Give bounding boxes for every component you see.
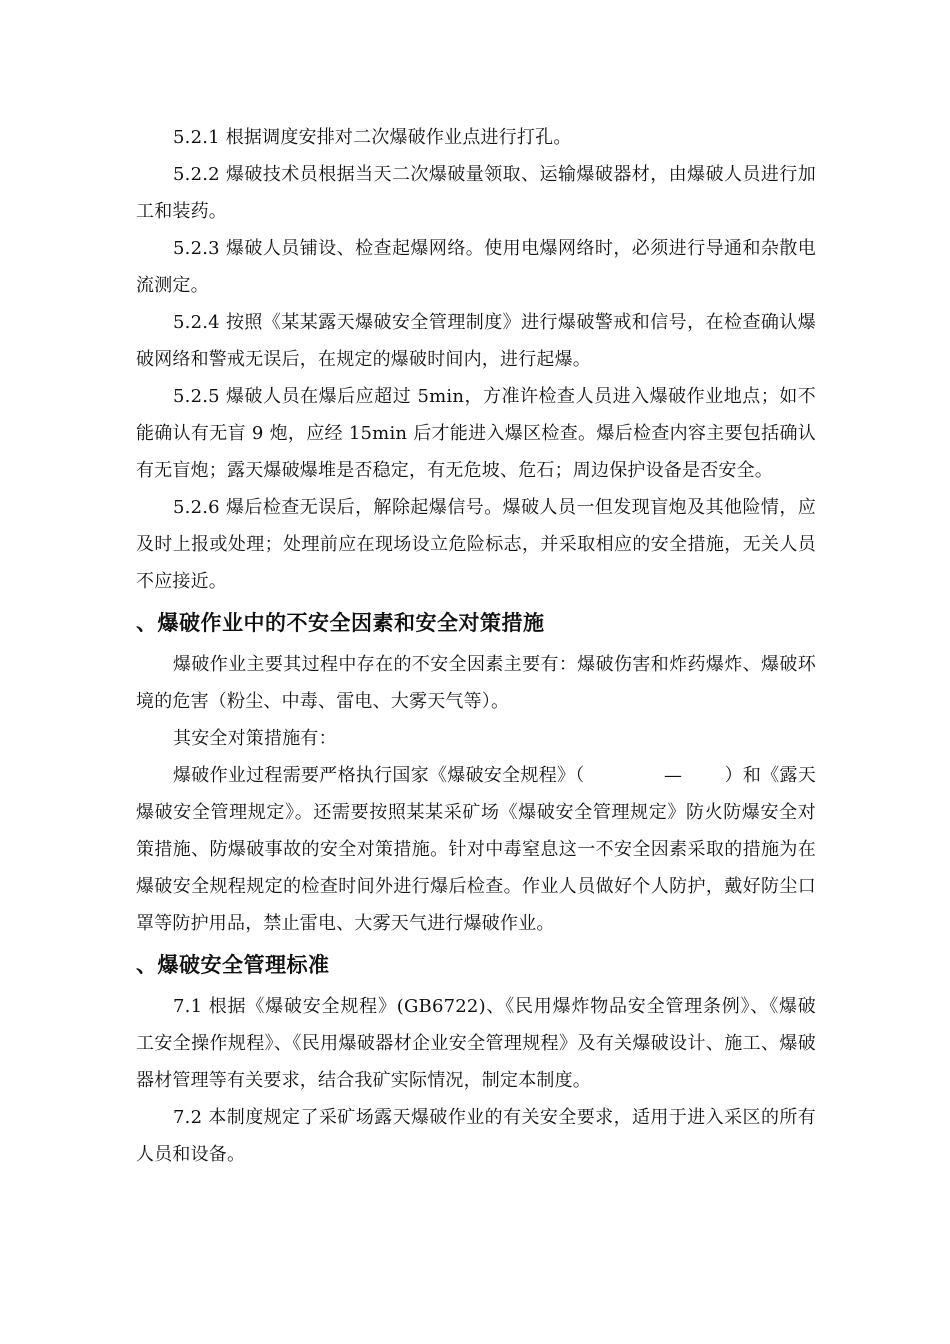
paragraph-7-1: 7.1 根据《爆破安全规程》(GB6722)、《民用爆炸物品安全管理条例》、《爆破工安全操作规程》、《民用爆破器材企业安全管理规程》及有关爆破设计、施工、爆破器材管理等有关要求，结合我矿实际情况，制定本制度。	[136, 996, 816, 1091]
section-heading-unsafe-factors: 、爆破作业中的不安全因素和安全对策措施	[136, 610, 545, 635]
standard-number-dash: —	[663, 765, 683, 786]
section-heading-management-standard: 、爆破安全管理标准	[136, 952, 330, 977]
paragraph-unsafe-factors: 爆破作业主要其过程中存在的不安全因素主要有：爆破伤害和炸药爆炸、爆破环境的危害（粉尘、中毒、雷电、大雾天气等）。	[136, 654, 816, 712]
paragraph-5-2-4: 5.2.4 按照《某某露天爆破安全管理制度》进行爆破警戒和信号，在检查确认爆破网络和警戒无误后，在规定的爆破时间内，进行起爆。	[136, 312, 816, 370]
paragraph-measures	[136, 757, 816, 942]
measures-text-after: ）和《露天爆破安全管理规定》。还需要按照某某采矿场《爆破安全管理规定》防火防爆安全对策措施、防爆破事故的安全对策措施。针对中毒窒息这一不安全因素采取的措施为在爆破安全规程规定的检查时间外进行爆后检查。作业人员做好个人防护，戴好防尘口罩等防护用品，禁止雷电、大雾天气进行爆破作业。	[136, 765, 816, 934]
paragraph-5-2-3: 5.2.3 爆破人员铺设、检查起爆网络。使用电爆网络时，必须进行导通和杂散电流测定。	[136, 238, 816, 296]
paragraph-5-2-6: 5.2.6 爆后检查无误后，解除起爆信号。爆破人员一但发现盲炮及其他险情，应及时上报或处理；处理前应在现场设立危险标志，并采取相应的安全措施，无关人员不应接近。	[136, 497, 816, 592]
paragraph-measures-intro: 其安全对策措施有：	[173, 728, 337, 749]
paragraph-7-2: 7.2 本制度规定了采矿场露天爆破作业的有关安全要求，适用于进入采区的所有人员和设备。	[136, 1107, 816, 1165]
paragraph-5-2-5: 5.2.5 爆破人员在爆后应超过 5min，方准许检查人员进入爆破作业地点；如不能确认有无盲 9 炮，应经 15min 后才能进入爆区检查。爆后检查内容主要包括确认有无盲炮；露天爆破爆堆是否稳定，有无危坡、危石；周边保护设备是否安全。	[136, 386, 816, 481]
paragraph-5-2-2: 5.2.2 爆破技术员根据当天二次爆破量领取、运输爆破器材，由爆破人员进行加工和装药。	[136, 164, 816, 222]
measures-text-before: 爆破作业过程需要严格执行国家《爆破安全规程》（	[173, 765, 585, 786]
paragraph-5-2-1: 5.2.1 根据调度安排对二次爆破作业点进行打孔。	[173, 127, 572, 148]
